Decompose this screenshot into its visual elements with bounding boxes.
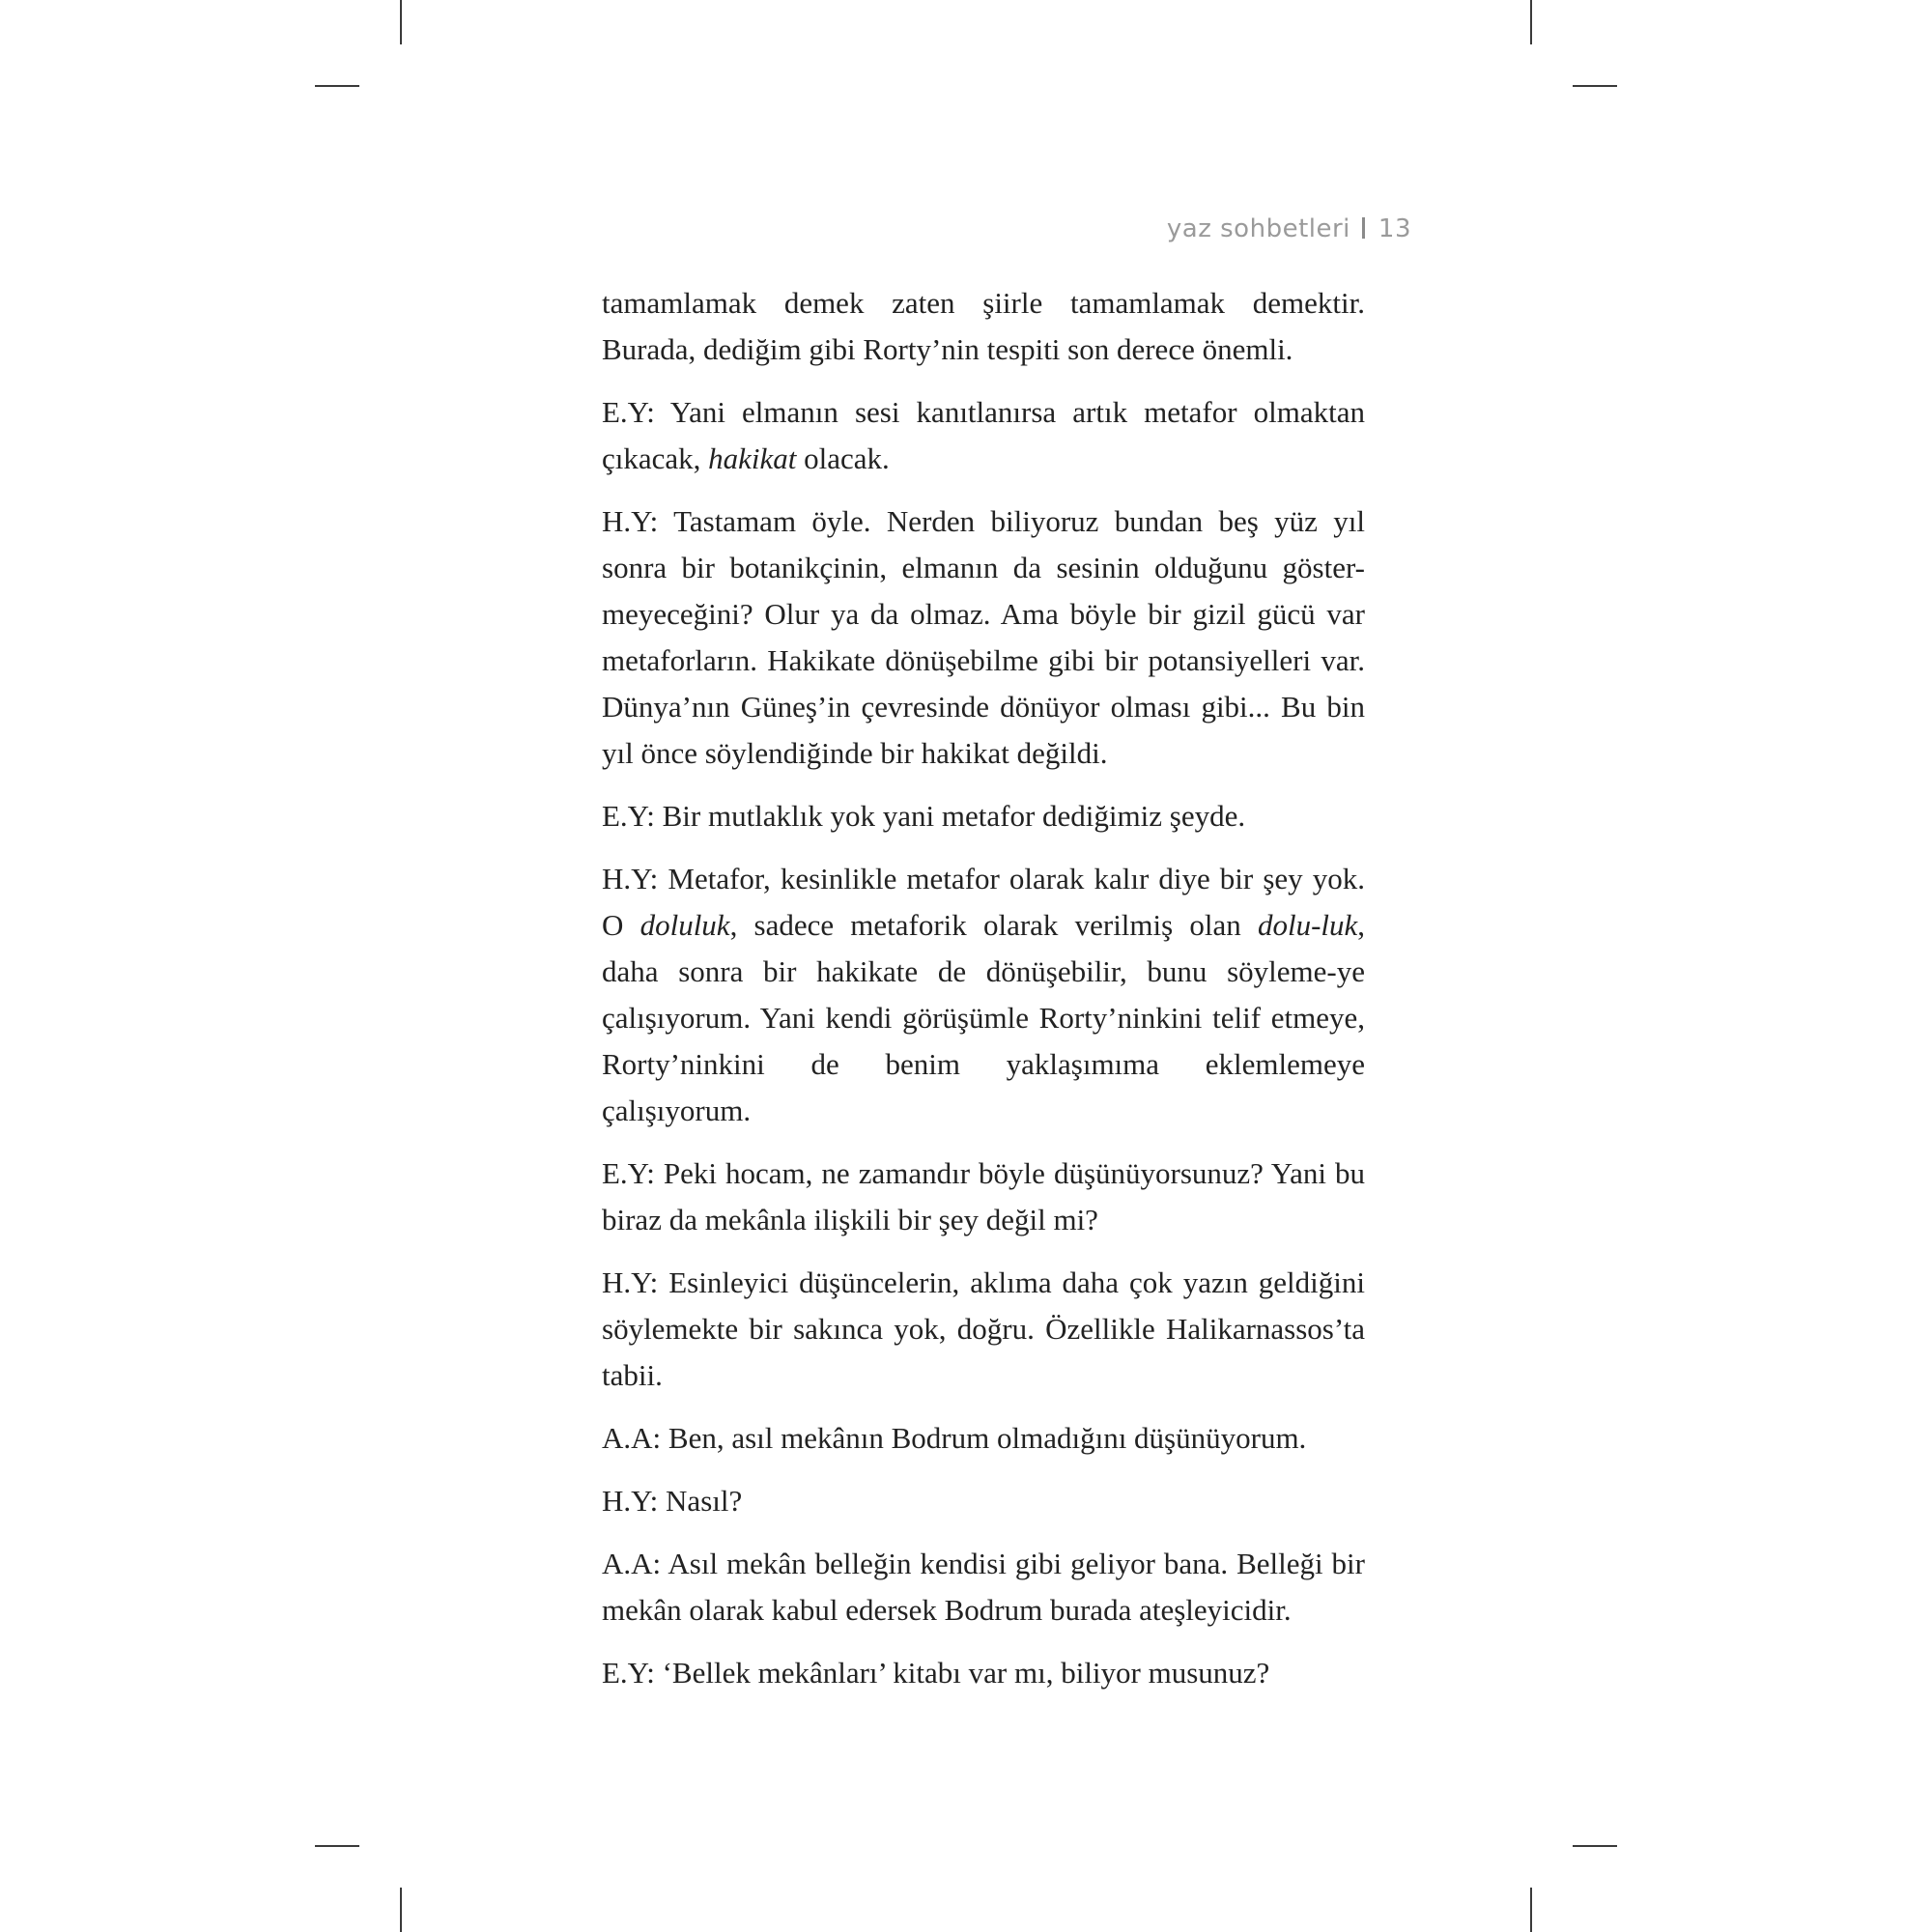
paragraph: tamamlamak demek zaten şiirle tamamlamak demektir. Burada, dediğim gibi Rorty’nin tespiti son derece önemli. [602,286,1365,366]
paragraph: E.Y: ‘Bellek mekânları’ kitabı var mı, biliyor musunuz? [602,1656,1270,1690]
italic-term: hakikat [708,441,797,475]
paragraph-text: H.Y: Metafor, kesinlikle metafor olarak kalır diye bir şey yok. O [602,862,1365,942]
paragraph: H.Y: Nasıl? [602,1484,743,1518]
page-number: 13 [1378,214,1411,243]
crop-mark-bottom-right [1530,1888,1532,1932]
crop-mark-left-top [315,85,359,87]
crop-mark-right-top [1573,85,1617,87]
crop-mark-top-right [1530,0,1532,44]
crop-mark-left-bottom [315,1845,359,1847]
section-title: yaz sohbetleri [1166,214,1350,243]
paragraph-text: olacak. [796,441,890,475]
page-body [602,280,1365,1713]
paragraph-text: E.Y: Yani elmanın sesi kanıtlanırsa artık metafor olmaktan çıkacak, [602,395,1365,475]
paragraph: H.Y: Esinleyici düşüncelerin, aklıma daha çok yazın geldiğini söylemekte bir sakınca yok, doğru. Özellikle Halikarnassos’ta tabii. [602,1265,1365,1392]
paragraph-text: , daha sonra bir hakikate de dönüşebilir, bunu söyleme-ye çalışıyorum. Yani kendi görüşümle Rorty’ninkini telif etmeye, Rorty’ninkini de benim yaklaşımıma eklemlemeye çalışıyorum. [602,908,1366,1127]
paragraph: H.Y: Tastamam öyle. Nerden biliyoruz bundan beş yüz yıl sonra bir botanikçinin, elmanın da sesinin olduğunu göster-meyeceğini? Olur ya da olmaz. Ama böyle bir gizil gücü var metaforların. Hakikate dönüşebilme gibi bir potansiyelleri var. Dünya’nın Güneş’in çevresinde dönüyor olması gibi... Bu bin yıl önce söylendiğinde bir hakikat değildi. [602,504,1365,770]
crop-mark-right-bottom [1573,1845,1617,1847]
paragraph: A.A: Ben, asıl mekânın Bodrum olmadığını düşünüyorum. [602,1421,1307,1455]
italic-term: doluluk [639,908,730,942]
paragraph: E.Y: Peki hocam, ne zamandır böyle düşünüyorsunuz? Yani bu biraz da mekânla ilişkili bir şey değil mi? [602,1156,1365,1236]
paragraph [602,856,1365,1134]
running-head [1167,214,1411,243]
header-separator [1362,217,1365,239]
paragraph: A.A: Asıl mekân belleğin kendisi gibi geliyor bana. Belleği bir mekân olarak kabul edersek Bodrum burada ateşleyicidir. [602,1547,1365,1627]
crop-mark-bottom-left [400,1888,402,1932]
paragraph-text: , sadece metaforik olarak verilmiş olan [729,908,1258,942]
paragraph: E.Y: Bir mutlaklık yok yani metafor dediğimiz şeyde. [602,799,1246,833]
italic-term: dolu-luk [1257,908,1358,942]
paragraph [602,389,1365,482]
crop-mark-top-left [400,0,402,44]
